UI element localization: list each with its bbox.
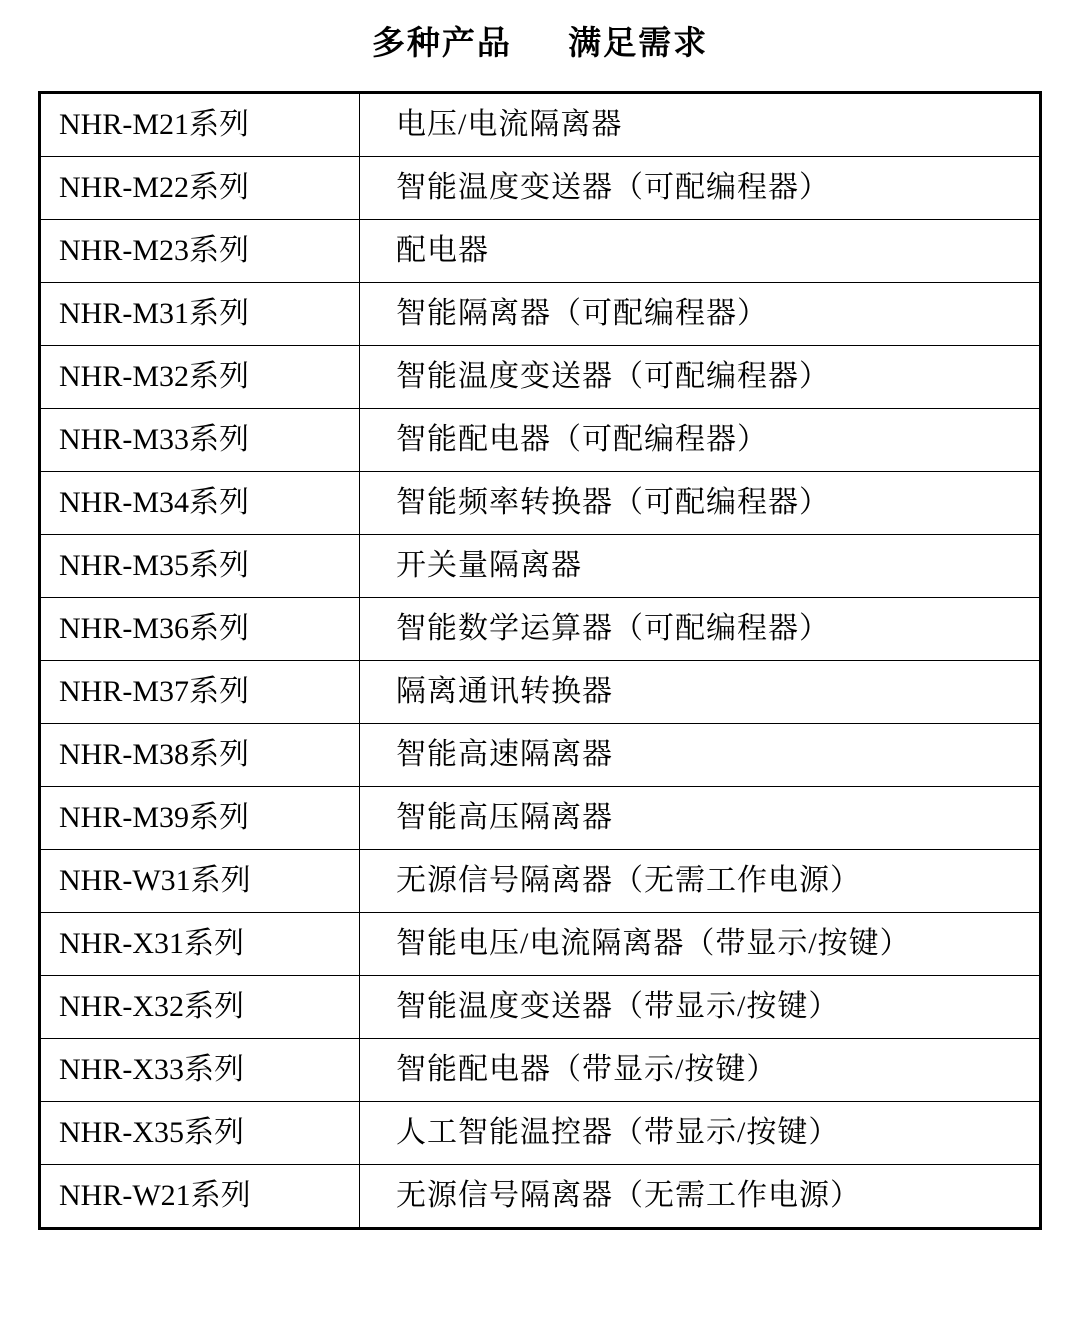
cell-model: NHR-M36系列 xyxy=(40,597,360,660)
cell-description: 隔离通讯转换器 xyxy=(360,660,1041,723)
cell-model: NHR-M39系列 xyxy=(40,786,360,849)
table-row xyxy=(40,1101,1041,1164)
table-row xyxy=(40,408,1041,471)
cell-model: NHR-M22系列 xyxy=(40,156,360,219)
cell-model: NHR-W31系列 xyxy=(40,849,360,912)
cell-model: NHR-M38系列 xyxy=(40,723,360,786)
table-row xyxy=(40,534,1041,597)
cell-description: 智能高压隔离器 xyxy=(360,786,1041,849)
product-table-body xyxy=(40,92,1041,1228)
table-row xyxy=(40,156,1041,219)
cell-description: 智能数学运算器（可配编程器） xyxy=(360,597,1041,660)
cell-model: NHR-X31系列 xyxy=(40,912,360,975)
table-row xyxy=(40,1164,1041,1228)
cell-model: NHR-M34系列 xyxy=(40,471,360,534)
table-row xyxy=(40,912,1041,975)
cell-model: NHR-W21系列 xyxy=(40,1164,360,1228)
table-row xyxy=(40,92,1041,156)
product-table xyxy=(38,91,1042,1230)
cell-description: 智能配电器（可配编程器） xyxy=(360,408,1041,471)
cell-model: NHR-M37系列 xyxy=(40,660,360,723)
cell-model: NHR-X32系列 xyxy=(40,975,360,1038)
cell-model: NHR-X33系列 xyxy=(40,1038,360,1101)
cell-description: 智能高速隔离器 xyxy=(360,723,1041,786)
cell-model: NHR-X35系列 xyxy=(40,1101,360,1164)
cell-model: NHR-M33系列 xyxy=(40,408,360,471)
table-row xyxy=(40,1038,1041,1101)
table-row xyxy=(40,282,1041,345)
page-title xyxy=(0,22,1080,65)
table-row xyxy=(40,471,1041,534)
table-row xyxy=(40,597,1041,660)
table-row xyxy=(40,345,1041,408)
cell-description: 电压/电流隔离器 xyxy=(360,92,1041,156)
page-title-part1: 多种产品 xyxy=(371,24,512,61)
table-row xyxy=(40,660,1041,723)
cell-model: NHR-M21系列 xyxy=(40,92,360,156)
cell-description: 智能温度变送器（可配编程器） xyxy=(360,345,1041,408)
table-row xyxy=(40,786,1041,849)
table-row xyxy=(40,219,1041,282)
cell-model: NHR-M31系列 xyxy=(40,282,360,345)
cell-description: 无源信号隔离器（无需工作电源） xyxy=(360,849,1041,912)
cell-description: 智能温度变送器（带显示/按键） xyxy=(360,975,1041,1038)
table-row xyxy=(40,723,1041,786)
cell-description: 智能电压/电流隔离器（带显示/按键） xyxy=(360,912,1041,975)
cell-model: NHR-M32系列 xyxy=(40,345,360,408)
cell-description: 智能频率转换器（可配编程器） xyxy=(360,471,1041,534)
cell-description: 人工智能温控器（带显示/按键） xyxy=(360,1101,1041,1164)
cell-description: 开关量隔离器 xyxy=(360,534,1041,597)
cell-model: NHR-M23系列 xyxy=(40,219,360,282)
product-table-container xyxy=(38,91,1042,1230)
cell-description: 配电器 xyxy=(360,219,1041,282)
table-row xyxy=(40,849,1041,912)
page-title-part2: 满足需求 xyxy=(568,24,709,61)
cell-description: 智能温度变送器（可配编程器） xyxy=(360,156,1041,219)
cell-description: 智能隔离器（可配编程器） xyxy=(360,282,1041,345)
cell-description: 智能配电器（带显示/按键） xyxy=(360,1038,1041,1101)
cell-model: NHR-M35系列 xyxy=(40,534,360,597)
table-row xyxy=(40,975,1041,1038)
cell-description: 无源信号隔离器（无需工作电源） xyxy=(360,1164,1041,1228)
document-page xyxy=(0,22,1080,1328)
